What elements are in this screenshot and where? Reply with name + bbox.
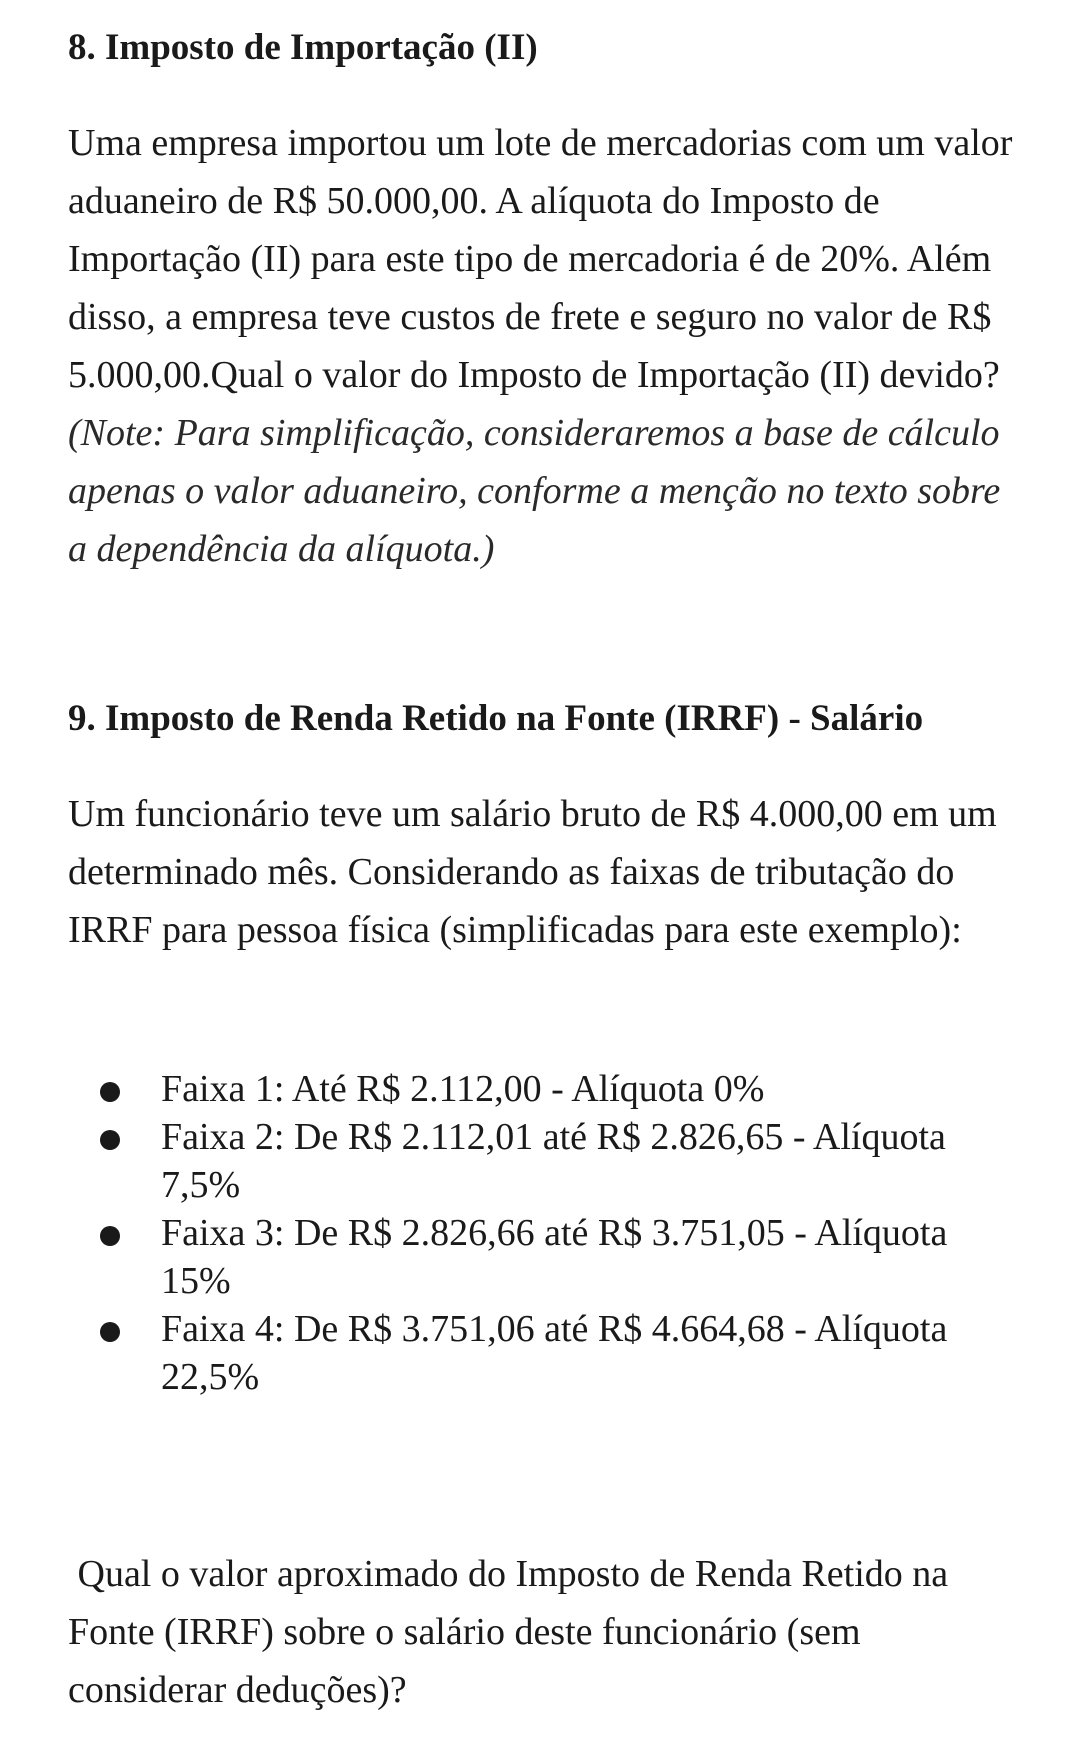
- bracket-2-text: Faixa 2: De R$ 2.112,01 até R$ 2.826,65 - Alíquota 7,5%: [161, 1116, 946, 1206]
- bullet-icon: [100, 1322, 120, 1342]
- irrf-bracket-list: [68, 1065, 968, 1401]
- section-8-note: (Note: Para simplificação, consideraremos a base de cálculo apenas o valor aduaneiro, conforme a menção no texto sobre a dependência da alíquota.): [68, 412, 1001, 570]
- bullet-icon: [100, 1130, 120, 1150]
- list-item: [68, 1065, 968, 1113]
- bullet-icon: [100, 1082, 120, 1102]
- list-item: [68, 1113, 968, 1209]
- section-8-title: 8. Imposto de Importação (II): [68, 27, 538, 68]
- section-9-intro: Um funcionário teve um salário bruto de R$ 4.000,00 em um determinado mês. Considerando as faixas de tributação do IRRF para pessoa física (simplificadas para este exemplo):: [68, 793, 997, 951]
- bracket-1-text: Faixa 1: Até R$ 2.112,00 - Alíquota 0%: [161, 1068, 765, 1110]
- bracket-3-text: Faixa 3: De R$ 2.826,66 até R$ 3.751,05 - Alíquota 15%: [161, 1212, 948, 1302]
- section-9-title: 9. Imposto de Renda Retido na Fonte (IRRF) - Salário: [68, 698, 924, 739]
- section-8-body: [68, 114, 1018, 578]
- section-9-question: Qual o valor aproximado do Imposto de Renda Retido na Fonte (IRRF) sobre o salário deste funcionário (sem considerar deduções)?: [68, 1553, 958, 1711]
- bracket-4-text: Faixa 4: De R$ 3.751,06 até R$ 4.664,68 - Alíquota 22,5%: [161, 1308, 948, 1398]
- list-item: [68, 1305, 968, 1401]
- section-8-paragraph: Uma empresa importou um lote de mercadorias com um valor aduaneiro de R$ 50.000,00. A alíquota do Imposto de Importação (II) para este tipo de mercadoria é de 20%. Além disso, a empresa teve custos de frete e seguro no valor de R$ 5.000,00.Qual o valor do Imposto de Importação (II) devido?: [68, 122, 1013, 396]
- list-item: [68, 1209, 968, 1305]
- bullet-icon: [100, 1226, 120, 1246]
